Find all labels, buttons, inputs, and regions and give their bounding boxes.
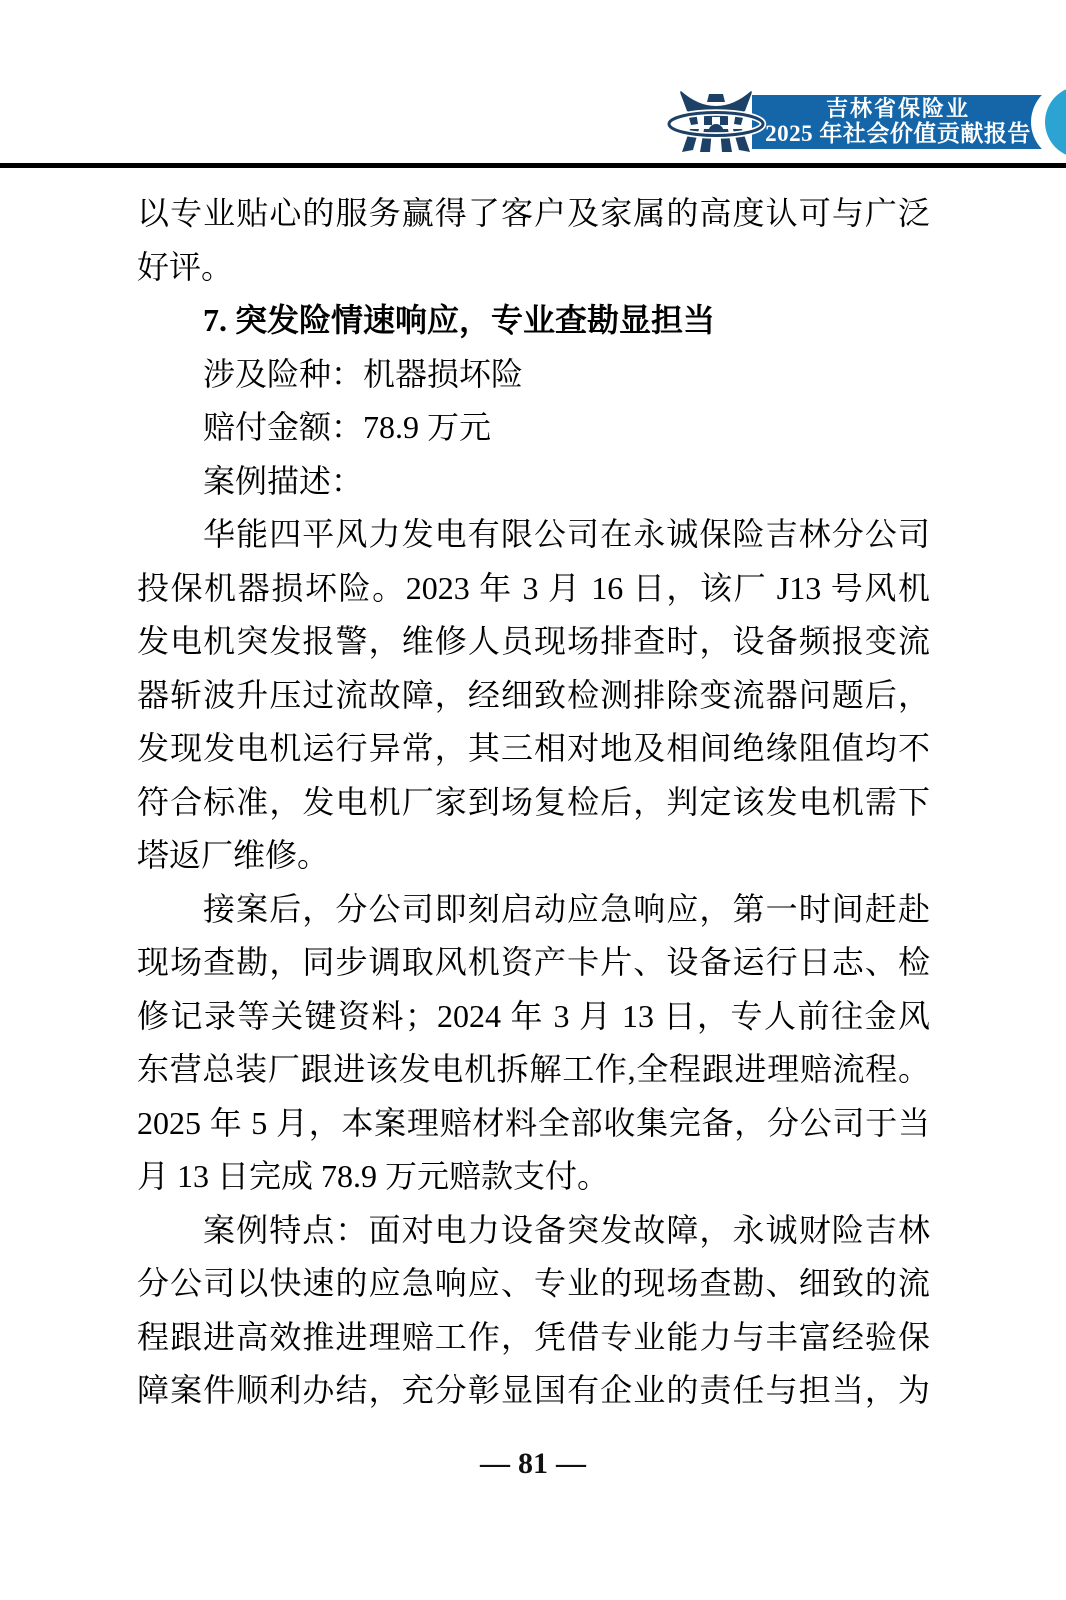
text-line: 案例描述： (203, 462, 364, 499)
text-line: 修记录等关键资料；2024 年 3 月 13 日，专人前往金风 (137, 997, 930, 1034)
paifang-gate-logo-icon (648, 78, 773, 173)
page-number-dash-right: — (556, 1447, 586, 1480)
text-line: 塔返厂维修。 (137, 837, 330, 873)
text-line: 接案后，分公司即刻启动应急响应，第一时间赶赴 (203, 890, 930, 927)
page-number: 81 (518, 1447, 548, 1480)
document-body (137, 187, 930, 1418)
header-divider-rule (0, 163, 1066, 168)
banner-title (762, 96, 1034, 148)
text-line: 障案件顺利办结，充分彰显国有企业的责任与担当，为 (137, 1372, 930, 1408)
text-line: 发电机突发报警，维修人员现场排查时，设备频报变流 (137, 623, 930, 659)
text-line: 赔付金额：78.9 万元 (203, 409, 492, 445)
text-line: 器斩波升压过流故障，经细致检测排除变流器问题后， (137, 676, 930, 713)
text-line: 涉及险种：机器损坏险 (203, 355, 524, 392)
text-line: 华能四平风力发电有限公司在永诚保险吉林分公司 (203, 516, 930, 552)
text-line: 以专业贴心的服务赢得了客户及家属的高度认可与广泛 (137, 195, 930, 231)
text-line: 好评。 (137, 248, 234, 285)
page-number-dash-left: — (480, 1447, 510, 1480)
text-line: 现场查勘，同步调取风机资产卡片、设备运行日志、检 (137, 944, 930, 980)
text-line: 程跟进高效推进理赔工作，凭借专业能力与丰富经验保 (137, 1318, 930, 1355)
text-line: 分公司以快速的应急响应、专业的现场查勘、细致的流 (137, 1265, 930, 1301)
case-heading-line: 7. 突发险情速响应，专业查勘显担当 (203, 302, 716, 338)
text-line: 符合标准，发电机厂家到场复检后，判定该发电机需下 (137, 783, 930, 820)
text-line: 案例特点：面对电力设备突发故障，永诚财险吉林 (203, 1211, 930, 1248)
text-line: 东营总装厂跟进该发电机拆解工作,全程跟进理赔流程。 (137, 1051, 930, 1087)
text-line: 发现发电机运行异常，其三相对地及相间绝缘阻值均不 (137, 730, 930, 766)
text-line: 2025 年 5 月，本案理赔材料全部收集完备，分公司于当 (137, 1104, 930, 1141)
banner-title-line1: 吉林省保险业 (825, 96, 970, 121)
page-footer (0, 1445, 1066, 1483)
text-line: 投保机器损坏险。2023 年 3 月 16 日，该厂 J13 号风机 (137, 569, 930, 606)
banner-title-line2: 2025 年社会价值贡献报告 (765, 121, 1031, 146)
text-line: 月 13 日完成 78.9 万元赔款支付。 (137, 1158, 610, 1194)
